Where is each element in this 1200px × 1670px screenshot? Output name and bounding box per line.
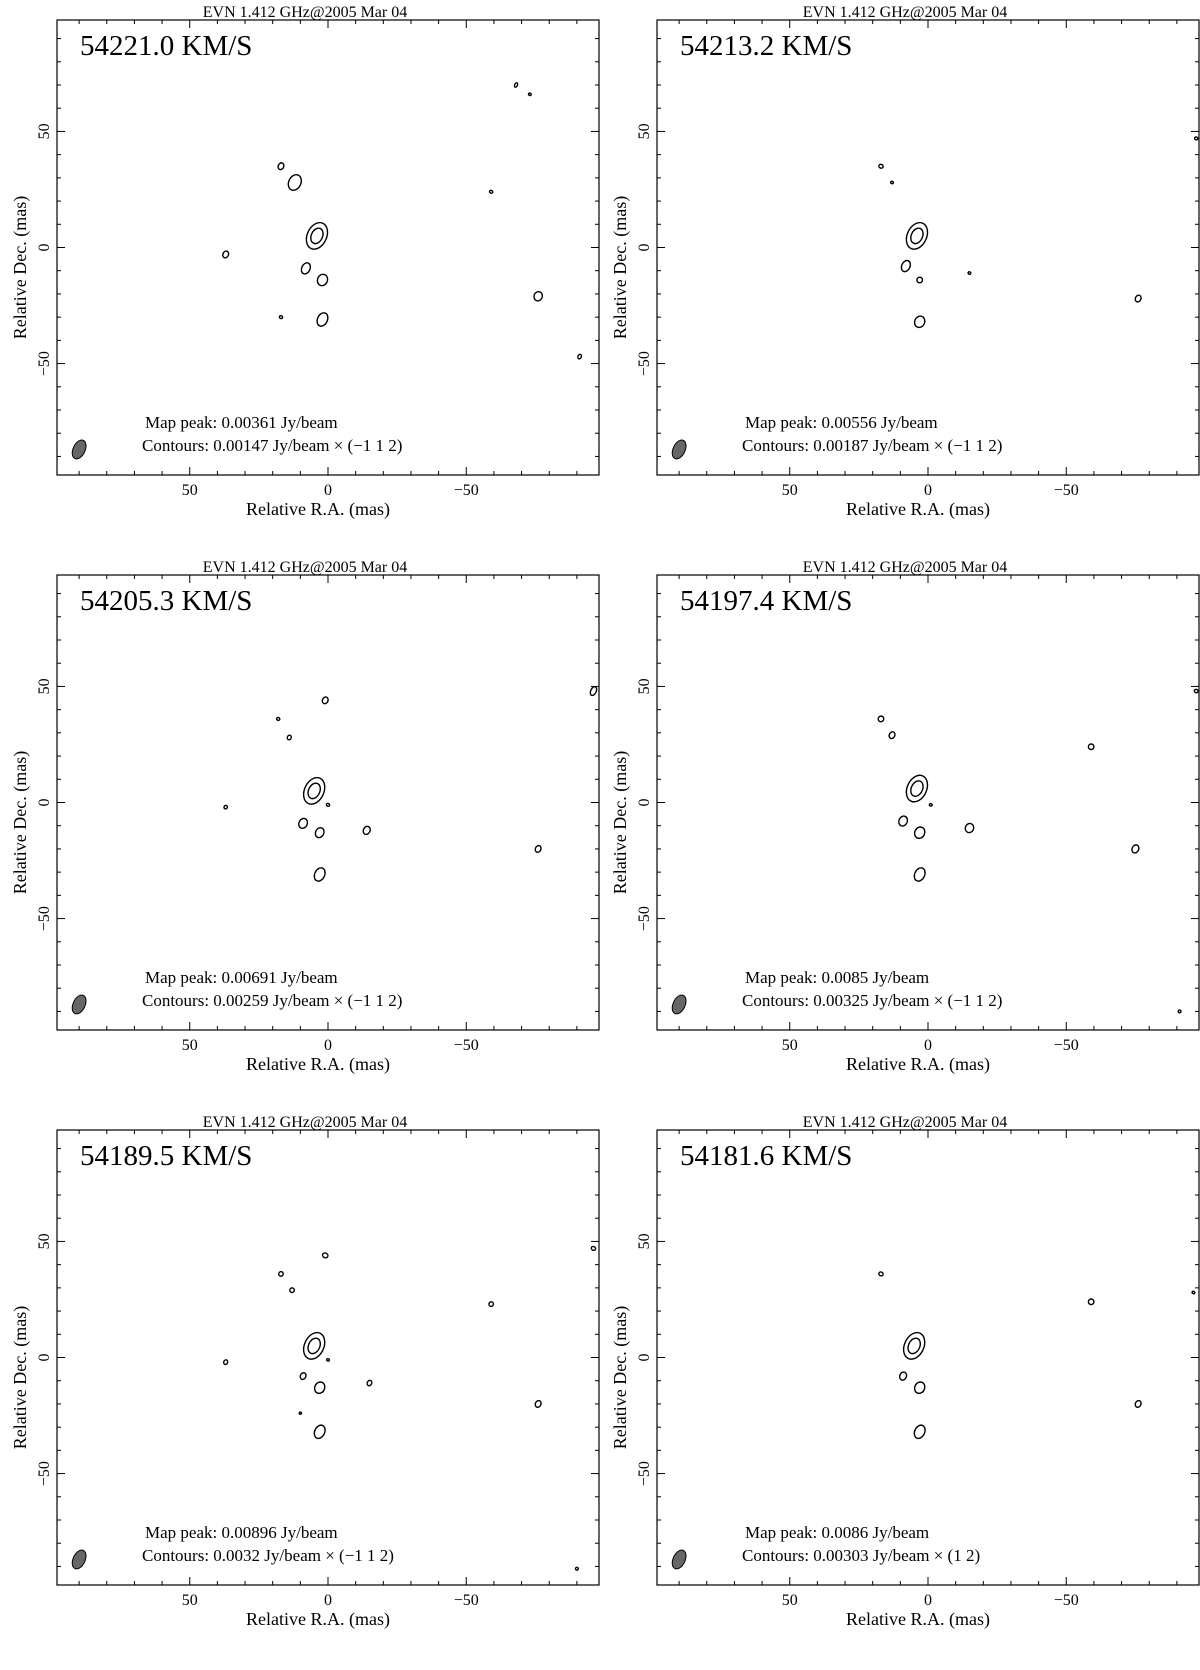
contour-line xyxy=(289,1287,295,1293)
contour-line xyxy=(913,1380,927,1395)
contour-line xyxy=(1194,136,1198,140)
contour-line xyxy=(279,315,283,319)
contour-line xyxy=(362,825,372,835)
contour-line xyxy=(898,1371,908,1381)
beam-ellipse xyxy=(669,438,688,461)
contour-line xyxy=(315,311,330,328)
y-tick-label: −50 xyxy=(36,351,53,377)
contour-line xyxy=(308,226,325,245)
contour-panel xyxy=(0,1110,600,1670)
y-tick-label: 50 xyxy=(636,678,653,695)
contour-line xyxy=(1087,1298,1094,1305)
map-peak-label: Map peak: 0.00896 Jy/beam xyxy=(145,1523,338,1542)
x-tick-label: 0 xyxy=(324,1592,332,1609)
x-tick-label: −50 xyxy=(1053,1592,1079,1609)
x-tick-label: −50 xyxy=(453,1592,479,1609)
contour-line xyxy=(366,1380,372,1387)
contour-plot xyxy=(0,1110,600,1665)
contour-line xyxy=(312,1423,327,1440)
y-tick-label: −50 xyxy=(636,906,653,932)
contour-line xyxy=(912,866,927,883)
contour-plot xyxy=(600,555,1200,1110)
x-tick-label: −50 xyxy=(453,482,479,499)
contour-panel xyxy=(0,0,600,560)
contour-line xyxy=(908,226,925,245)
contour-line xyxy=(1194,689,1199,694)
y-tick-label: 50 xyxy=(36,123,53,140)
contour-levels-label: Contours: 0.00259 Jy/beam × (−1 1 2) xyxy=(142,991,403,1010)
contour-line xyxy=(964,822,975,834)
x-tick-label: 0 xyxy=(324,482,332,499)
contour-plot xyxy=(600,0,1200,555)
contour-levels-label: Contours: 0.00303 Jy/beam × (1 2) xyxy=(742,1546,981,1565)
contour-line xyxy=(326,1358,329,1361)
x-tick-label: −50 xyxy=(1053,482,1079,499)
contour-levels-label: Contours: 0.00187 Jy/beam × (−1 1 2) xyxy=(742,436,1003,455)
plot-title: EVN 1.412 GHz@2005 Mar 04 xyxy=(802,1114,1008,1131)
plot-title: EVN 1.412 GHz@2005 Mar 04 xyxy=(202,1114,408,1131)
contour-line xyxy=(589,686,598,697)
contour-line xyxy=(902,772,931,805)
contour-line xyxy=(222,250,230,259)
contour-line xyxy=(313,1380,327,1395)
contour-line xyxy=(302,219,331,252)
y-tick-label: 50 xyxy=(36,1233,53,1250)
contour-line xyxy=(1087,743,1094,750)
contour-line xyxy=(929,803,932,806)
contour-line xyxy=(534,1400,542,1409)
y-tick-label: 0 xyxy=(36,1353,53,1362)
x-axis-label: Relative R.A. (mas) xyxy=(846,1054,990,1074)
y-tick-label: 50 xyxy=(36,678,53,695)
contour-line xyxy=(890,181,893,184)
contour-plot xyxy=(600,1110,1200,1665)
x-axis-label: Relative R.A. (mas) xyxy=(846,499,990,519)
contour-line xyxy=(916,276,923,283)
velocity-label: 54181.6 KM/S xyxy=(680,1140,853,1172)
contour-panel xyxy=(600,555,1200,1115)
velocity-label: 54189.5 KM/S xyxy=(80,1140,253,1172)
contour-line xyxy=(900,1329,929,1362)
contour-line xyxy=(1192,1291,1195,1294)
contour-line xyxy=(912,1423,927,1440)
contour-line xyxy=(532,290,543,302)
map-peak-label: Map peak: 0.0086 Jy/beam xyxy=(745,1523,930,1542)
contour-line xyxy=(278,1271,284,1277)
plot-title: EVN 1.412 GHz@2005 Mar 04 xyxy=(802,4,1008,21)
beam-ellipse xyxy=(669,1548,688,1571)
contour-line xyxy=(297,817,309,830)
x-tick-label: −50 xyxy=(1053,1037,1079,1054)
y-tick-label: 0 xyxy=(36,798,53,807)
contour-line xyxy=(1178,1010,1182,1014)
y-tick-label: −50 xyxy=(36,906,53,932)
contour-line xyxy=(300,1329,329,1362)
y-tick-label: 50 xyxy=(636,123,653,140)
contour-line xyxy=(314,826,326,839)
y-tick-label: −50 xyxy=(636,1461,653,1487)
plot-title: EVN 1.412 GHz@2005 Mar 04 xyxy=(202,559,408,576)
contour-line xyxy=(900,259,912,273)
contour-line xyxy=(575,1567,579,1571)
contour-line xyxy=(276,717,280,721)
contour-line xyxy=(300,774,329,807)
contour-line xyxy=(877,715,884,722)
contour-panel xyxy=(600,0,1200,560)
plot-title: EVN 1.412 GHz@2005 Mar 04 xyxy=(802,559,1008,576)
contour-panel xyxy=(600,1110,1200,1670)
contour-levels-label: Contours: 0.0032 Jy/beam × (−1 1 2) xyxy=(142,1546,394,1565)
contour-line xyxy=(534,845,542,854)
contour-line xyxy=(906,1336,923,1355)
contour-plot xyxy=(0,555,600,1110)
contour-line xyxy=(902,219,931,252)
x-tick-label: 0 xyxy=(324,1037,332,1054)
contour-line xyxy=(908,779,925,798)
contour-line xyxy=(591,1246,597,1251)
velocity-label: 54213.2 KM/S xyxy=(680,30,853,62)
velocity-label: 54221.0 KM/S xyxy=(80,30,253,62)
contour-line xyxy=(326,803,330,807)
contour-levels-label: Contours: 0.00325 Jy/beam × (−1 1 2) xyxy=(742,991,1003,1010)
y-tick-label: 0 xyxy=(636,1353,653,1362)
contour-line xyxy=(489,190,493,194)
x-axis-label: Relative R.A. (mas) xyxy=(246,1054,390,1074)
x-tick-label: 50 xyxy=(781,1037,798,1054)
beam-ellipse xyxy=(69,438,88,461)
contour-line xyxy=(878,1271,884,1276)
map-peak-label: Map peak: 0.00691 Jy/beam xyxy=(145,968,338,987)
plot-frame xyxy=(57,1130,599,1585)
contour-line xyxy=(277,162,285,171)
contour-line xyxy=(286,173,304,193)
contour-line xyxy=(322,1252,329,1259)
contour-line xyxy=(312,866,327,883)
beam-ellipse xyxy=(669,993,688,1016)
y-axis-label: Relative Dec. (mas) xyxy=(10,195,30,340)
contour-line xyxy=(897,815,909,828)
beam-ellipse xyxy=(69,993,88,1016)
contour-line xyxy=(299,1372,307,1381)
plot-frame xyxy=(657,1130,1199,1585)
contour-line xyxy=(1131,844,1141,854)
contour-line xyxy=(321,696,329,705)
x-tick-label: −50 xyxy=(453,1037,479,1054)
y-tick-label: −50 xyxy=(636,351,653,377)
contour-line xyxy=(488,1301,494,1307)
velocity-label: 54197.4 KM/S xyxy=(680,585,853,617)
x-axis-label: Relative R.A. (mas) xyxy=(246,499,390,519)
contour-line xyxy=(223,1359,228,1365)
y-tick-label: 0 xyxy=(636,243,653,252)
contour-line xyxy=(316,273,330,288)
contour-line xyxy=(968,271,971,274)
contour-line xyxy=(300,261,312,275)
x-tick-label: 50 xyxy=(181,1037,198,1054)
contour-line xyxy=(577,354,582,360)
map-peak-label: Map peak: 0.0085 Jy/beam xyxy=(745,968,930,987)
contour-line xyxy=(878,164,884,169)
y-axis-label: Relative Dec. (mas) xyxy=(610,1305,630,1450)
y-tick-label: 0 xyxy=(36,243,53,252)
contour-line xyxy=(1134,294,1142,303)
y-axis-label: Relative Dec. (mas) xyxy=(10,1305,30,1450)
y-tick-label: −50 xyxy=(36,1461,53,1487)
x-tick-label: 50 xyxy=(781,482,798,499)
contour-line xyxy=(306,1336,323,1355)
x-tick-label: 50 xyxy=(181,1592,198,1609)
contour-line xyxy=(528,93,531,96)
contour-line xyxy=(888,731,896,740)
contour-line xyxy=(913,314,927,329)
plot-frame xyxy=(657,575,1199,1030)
contour-plot xyxy=(0,0,600,555)
plot-frame xyxy=(57,20,599,475)
plot-title: EVN 1.412 GHz@2005 Mar 04 xyxy=(202,4,408,21)
x-tick-label: 0 xyxy=(924,1592,932,1609)
contour-line xyxy=(306,781,323,800)
contour-levels-label: Contours: 0.00147 Jy/beam × (−1 1 2) xyxy=(142,436,403,455)
y-tick-label: 50 xyxy=(636,1233,653,1250)
velocity-label: 54205.3 KM/S xyxy=(80,585,253,617)
x-axis-label: Relative R.A. (mas) xyxy=(246,1609,390,1629)
y-axis-label: Relative Dec. (mas) xyxy=(610,750,630,895)
x-tick-label: 50 xyxy=(781,1592,798,1609)
x-tick-label: 0 xyxy=(924,482,932,499)
y-tick-label: 0 xyxy=(636,798,653,807)
y-axis-label: Relative Dec. (mas) xyxy=(10,750,30,895)
plot-frame xyxy=(657,20,1199,475)
y-axis-label: Relative Dec. (mas) xyxy=(610,195,630,340)
x-tick-label: 50 xyxy=(181,482,198,499)
contour-line xyxy=(1134,1400,1142,1409)
x-axis-label: Relative R.A. (mas) xyxy=(846,1609,990,1629)
plot-frame xyxy=(57,575,599,1030)
x-tick-label: 0 xyxy=(924,1037,932,1054)
contour-panel xyxy=(0,555,600,1115)
contour-line xyxy=(913,825,927,840)
contour-line xyxy=(223,805,228,810)
contour-line xyxy=(299,1412,302,1415)
map-peak-label: Map peak: 0.00556 Jy/beam xyxy=(745,413,938,432)
contour-line xyxy=(514,82,518,87)
map-peak-label: Map peak: 0.00361 Jy/beam xyxy=(145,413,338,432)
beam-ellipse xyxy=(69,1548,88,1571)
contour-line xyxy=(287,735,292,741)
